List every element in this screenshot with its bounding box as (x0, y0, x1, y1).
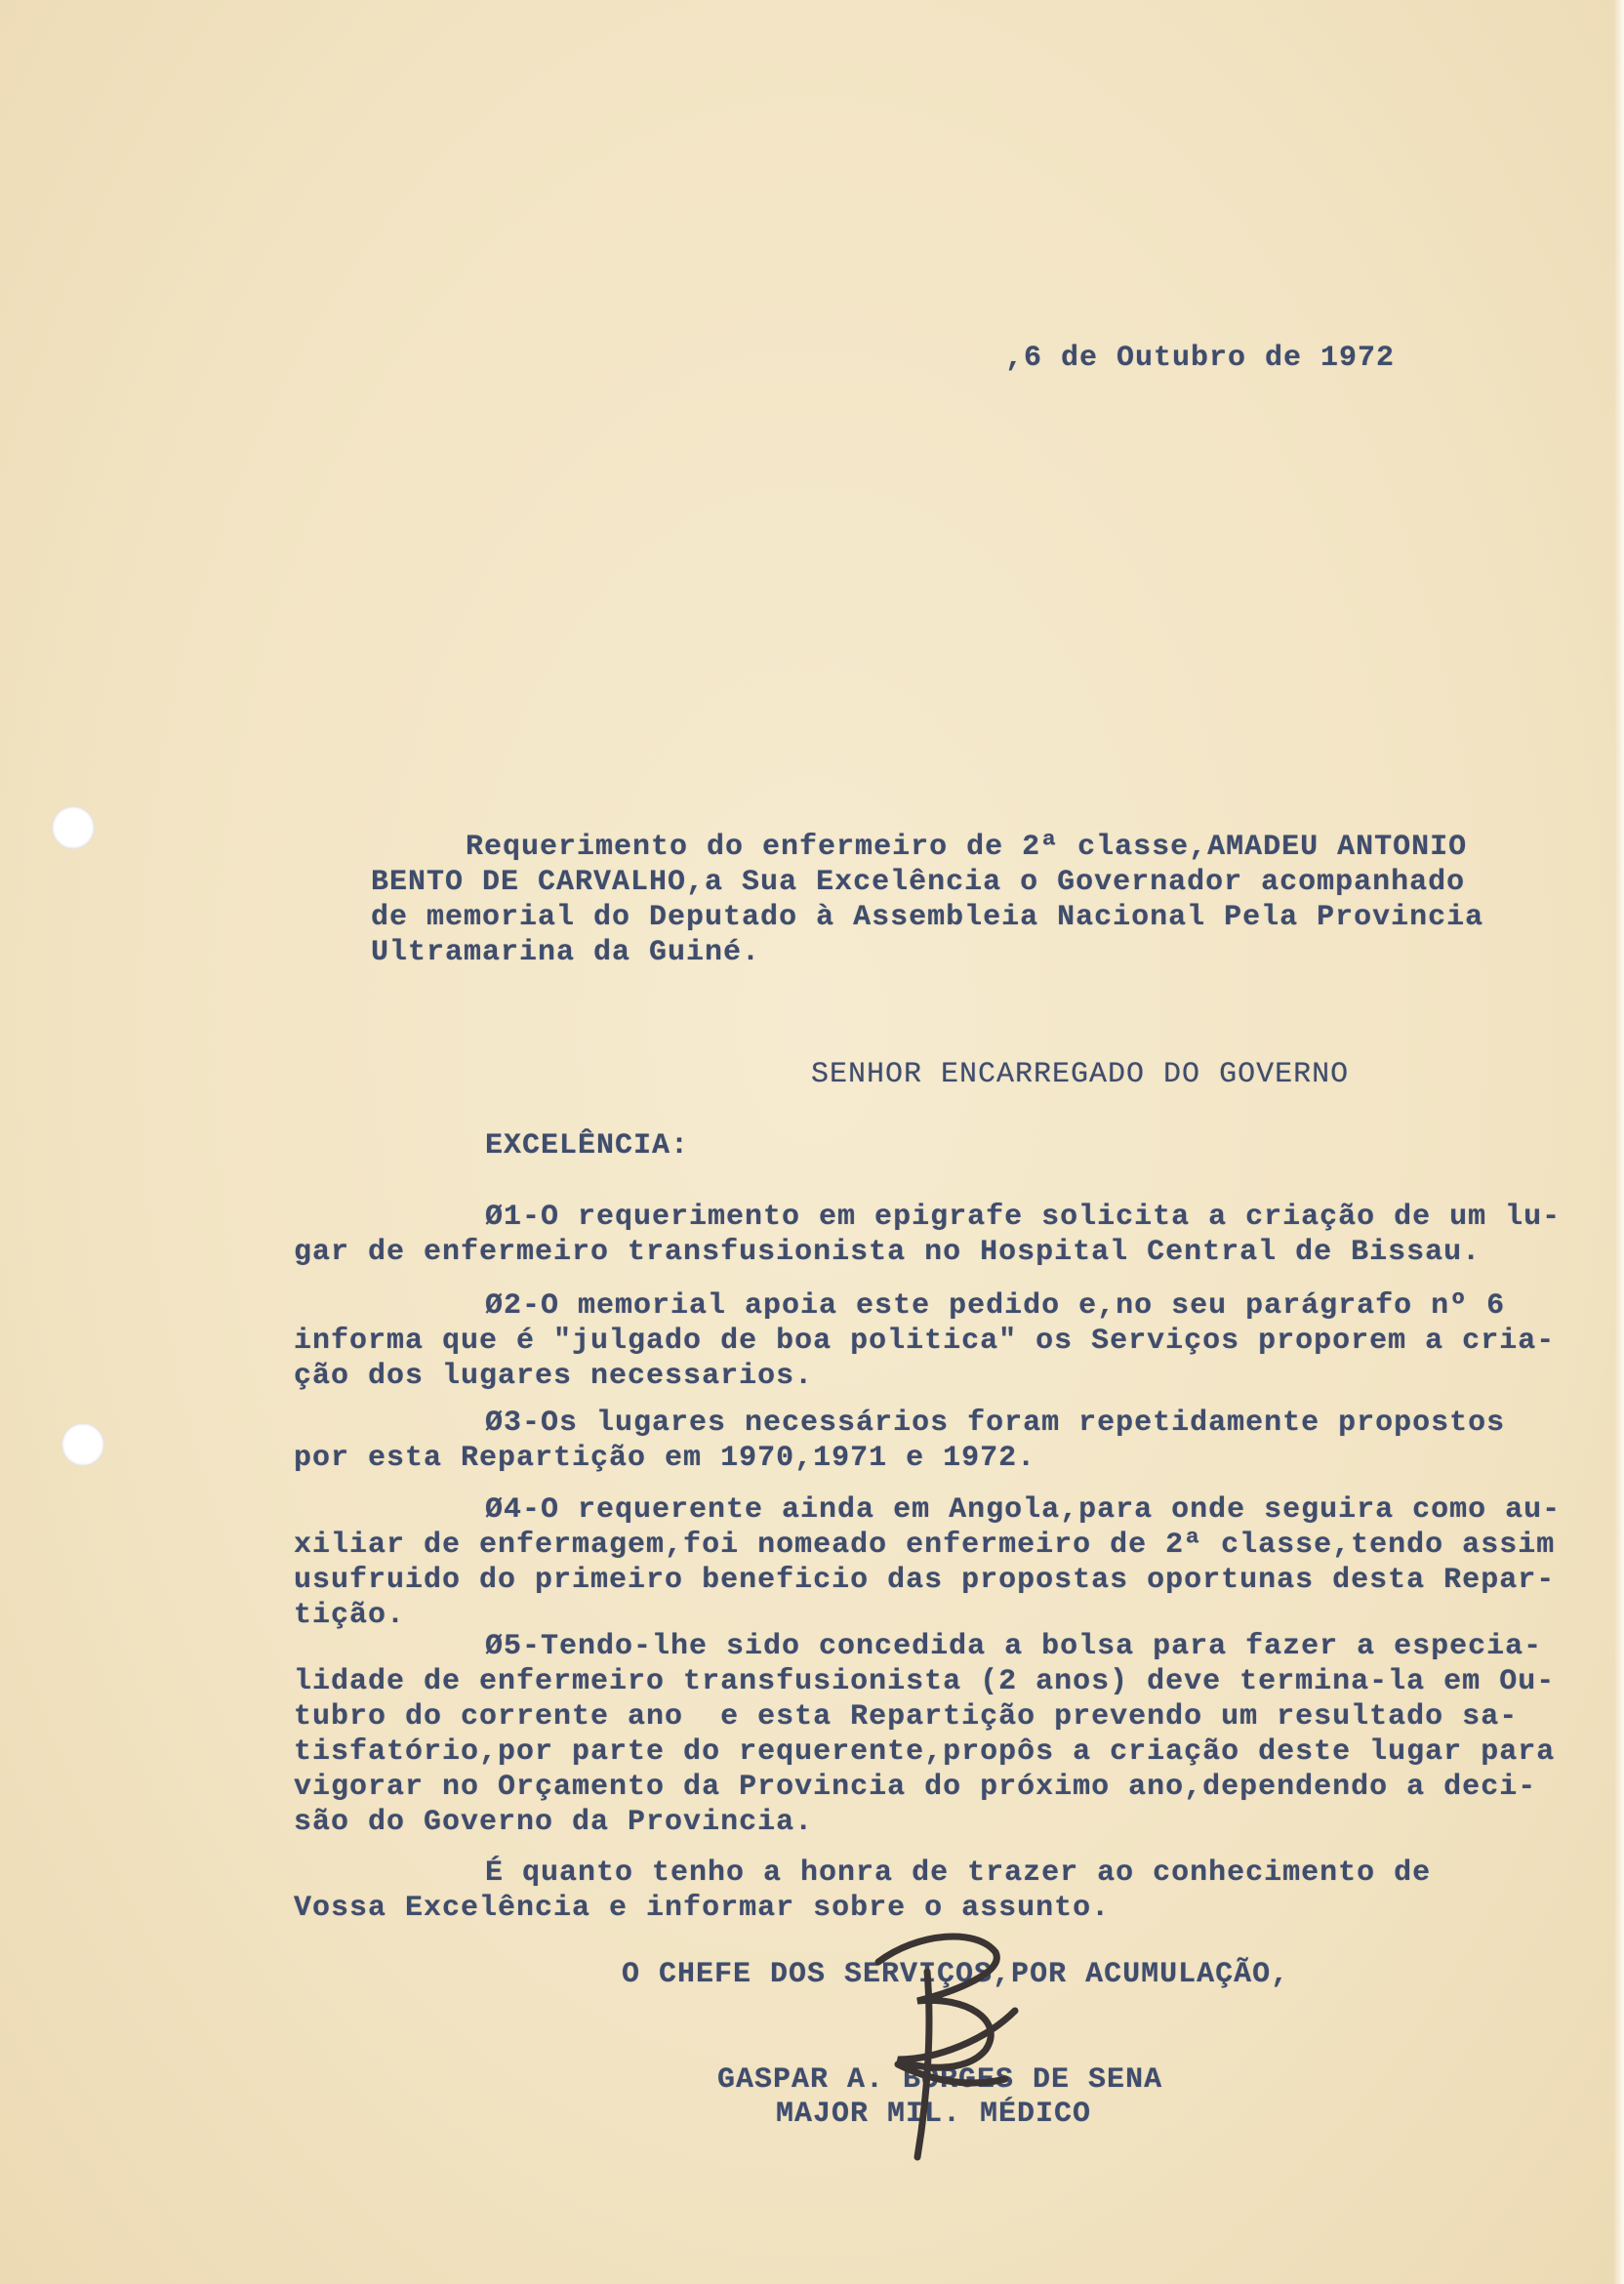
date-line: ,6 de Outubro de 1972 (1005, 342, 1396, 375)
paragraph-5-line: tisfatório,por parte do requerente,propôs a criação deste lugar para (294, 1735, 1556, 1769)
paragraph-5-line: vigorar no Orçamento da Provincia do próximo ano,dependendo a deci- (294, 1771, 1537, 1804)
subject-line: BENTO DE CARVALHO,a Sua Excelência o Governador acompanhado (371, 866, 1466, 899)
paragraph-4-line: usufruido do primeiro beneficio das propostas oportunas desta Repar- (294, 1564, 1556, 1597)
paragraph-2-line: informa que é "julgado de boa politica" os Serviços proporem a cria- (294, 1325, 1556, 1358)
paragraph-3-line: por esta Repartição em 1970,1971 e 1972. (294, 1442, 1036, 1475)
signatory-rank: MAJOR MIL. MÉDICO (776, 2098, 1092, 2131)
handwritten-signature (859, 1913, 1054, 2167)
paragraph-4-line: xiliar de enfermagem,foi nomeado enfermeiro de 2ª classe,tendo assim (294, 1529, 1556, 1562)
subject-line: de memorial do Deputado à Assembleia Nacional Pela Provincia (371, 901, 1484, 934)
signatory-title: O CHEFE DOS SERVIÇOS,POR ACUMULAÇÃO, (622, 1958, 1290, 1991)
paragraph-1-line: Ø1-O requerimento em epigrafe solicita a criação de um lu- (485, 1201, 1562, 1234)
paragraph-5-line: tubro do corrente ano e esta Repartição prevendo um resultado sa- (294, 1700, 1519, 1733)
salutation: EXCELÊNCIA: (485, 1129, 690, 1162)
page-edge (1614, 0, 1624, 2284)
punch-hole (52, 806, 95, 849)
paragraph-6-line: É quanto tenho a honra de trazer ao conhecimento de (485, 1856, 1432, 1890)
paragraph-3-line: Ø3-Os lugares necessários foram repetidamente propostos (485, 1407, 1506, 1440)
subject-line: Ultramarina da Guiné. (371, 936, 761, 969)
subject-line: Requerimento do enfermeiro de 2ª classe,AMADEU ANTONIO (466, 831, 1468, 864)
paragraph-2-line: Ø2-O memorial apoia este pedido e,no seu parágrafo nº 6 (485, 1289, 1506, 1323)
paragraph-6-line: Vossa Excelência e informar sobre o assunto. (294, 1892, 1111, 1925)
addressee: SENHOR ENCARREGADO DO GOVERNO (811, 1058, 1350, 1091)
signatory-name: GASPAR A. BORGES DE SENA (717, 2063, 1163, 2097)
paragraph-1-line: gar de enfermeiro transfusionista no Hospital Central de Bissau. (294, 1236, 1482, 1269)
paragraph-4-line: Ø4-O requerente ainda em Angola,para onde seguira como au- (485, 1493, 1562, 1527)
paragraph-5-line: lidade de enfermeiro transfusionista (2 anos) deve termina-la em Ou- (294, 1665, 1556, 1698)
paragraph-5-line: Ø5-Tendo-lhe sido concedida a bolsa para fazer a especia- (485, 1630, 1543, 1663)
paragraph-4-line: tição. (294, 1599, 406, 1632)
paragraph-5-line: são do Governo da Provincia. (294, 1806, 814, 1839)
paragraph-2-line: ção dos lugares necessarios. (294, 1360, 814, 1393)
punch-hole (61, 1423, 104, 1466)
